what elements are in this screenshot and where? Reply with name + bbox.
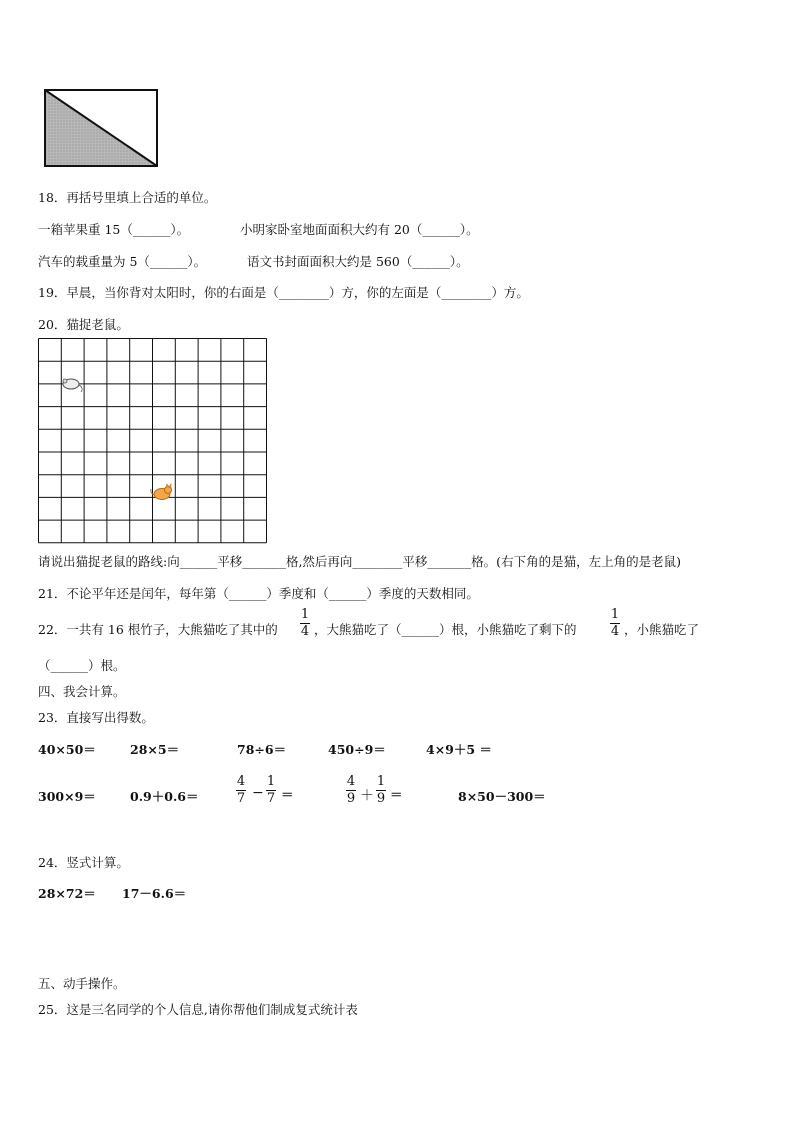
- q25-text: 25．这是三名同学的个人信息,请你帮他们制成复式统计表: [38, 1002, 358, 1017]
- q18-title: 18．再括号里填上合适的单位。: [38, 190, 217, 205]
- vertical-calc-item: 28×72＝: [38, 886, 96, 901]
- q23-title: 23．直接写出得数。: [38, 710, 154, 725]
- q22-part4: （______）根。: [38, 658, 126, 673]
- q22-part3: ，小熊猫吃了: [624, 622, 700, 637]
- fraction-4-9: [346, 775, 356, 806]
- calc-item: 78÷6＝: [237, 742, 287, 757]
- fraction-denominator: 4: [300, 624, 310, 639]
- fraction-denominator: 7: [266, 791, 276, 806]
- q18-item-b: 小明家卧室地面面积大约有 20（______）。: [240, 222, 479, 237]
- q20-route: 请说出猫捉老鼠的路线:向______平移_______格,然后再向________平移_______格。(右下角的是猫，左上角的是老鼠): [38, 554, 681, 569]
- q22-part2: ，大熊猫吃了（______）根，小熊猫吃了剩下的: [314, 622, 577, 637]
- fraction-numerator: 1: [266, 774, 276, 789]
- fraction-numerator: 4: [346, 774, 356, 789]
- calc-item: 40×50＝: [38, 742, 96, 757]
- calc-item: 0.9＋0.6＝: [130, 789, 199, 804]
- plus-sign: ＋: [360, 788, 374, 804]
- q20-title: 20．猫捉老鼠。: [38, 317, 129, 332]
- q24-title: 24．竖式计算。: [38, 855, 129, 870]
- q19-text: 19．早晨，当你背对太阳时，你的右面是（________）方，你的左面是（________）方。: [38, 285, 529, 300]
- q22-text: [38, 620, 278, 638]
- fraction-denominator: 9: [346, 791, 356, 806]
- shaded-triangle-figure: [42, 87, 162, 171]
- calc-item: 450÷9＝: [328, 742, 386, 757]
- fraction-numerator: 1: [300, 607, 310, 622]
- section-5-heading: 五、动手操作。: [38, 976, 126, 991]
- q22-fraction-1: [300, 608, 310, 639]
- equals-sign: ＝: [390, 787, 403, 802]
- fraction-numerator: 1: [610, 607, 620, 622]
- q18-item-c: 汽车的载重量为 5（______）。: [38, 254, 207, 269]
- q22-part1: 22．一共有 16 根竹子，大熊猫吃了其中的: [38, 622, 278, 637]
- fraction-1-7: [266, 775, 276, 806]
- section-4-heading: 四、我会计算。: [38, 684, 126, 699]
- mouse-icon: [63, 379, 82, 392]
- q21-text: 21．不论平年还是闰年，每年第（______）季度和（______）季度的天数相同。: [38, 586, 479, 601]
- calc-item: 300×9＝: [38, 789, 96, 804]
- cat-mouse-grid: [38, 338, 270, 544]
- calc-item: 8×50－300＝: [458, 789, 546, 804]
- q18-item-a: 一箱苹果重 15（______）。: [38, 222, 190, 237]
- fraction-denominator: 7: [236, 791, 246, 806]
- q18-item-d: 语文书封面面积大约是 560（______）。: [247, 254, 469, 269]
- q22-fraction-2: [610, 608, 620, 639]
- fraction-4-7: [236, 775, 246, 806]
- minus-sign: −: [252, 785, 264, 801]
- calc-item: 28×5＝: [130, 742, 180, 757]
- fraction-1-9: [376, 775, 386, 806]
- vertical-calc-item: 17－6.6＝: [122, 886, 187, 901]
- equals-sign: ＝: [281, 787, 294, 802]
- fraction-denominator: 9: [376, 791, 386, 806]
- calc-item: 4×9＋5 ＝: [426, 742, 492, 757]
- fraction-numerator: 4: [236, 774, 246, 789]
- fraction-denominator: 4: [610, 624, 620, 639]
- fraction-numerator: 1: [376, 774, 386, 789]
